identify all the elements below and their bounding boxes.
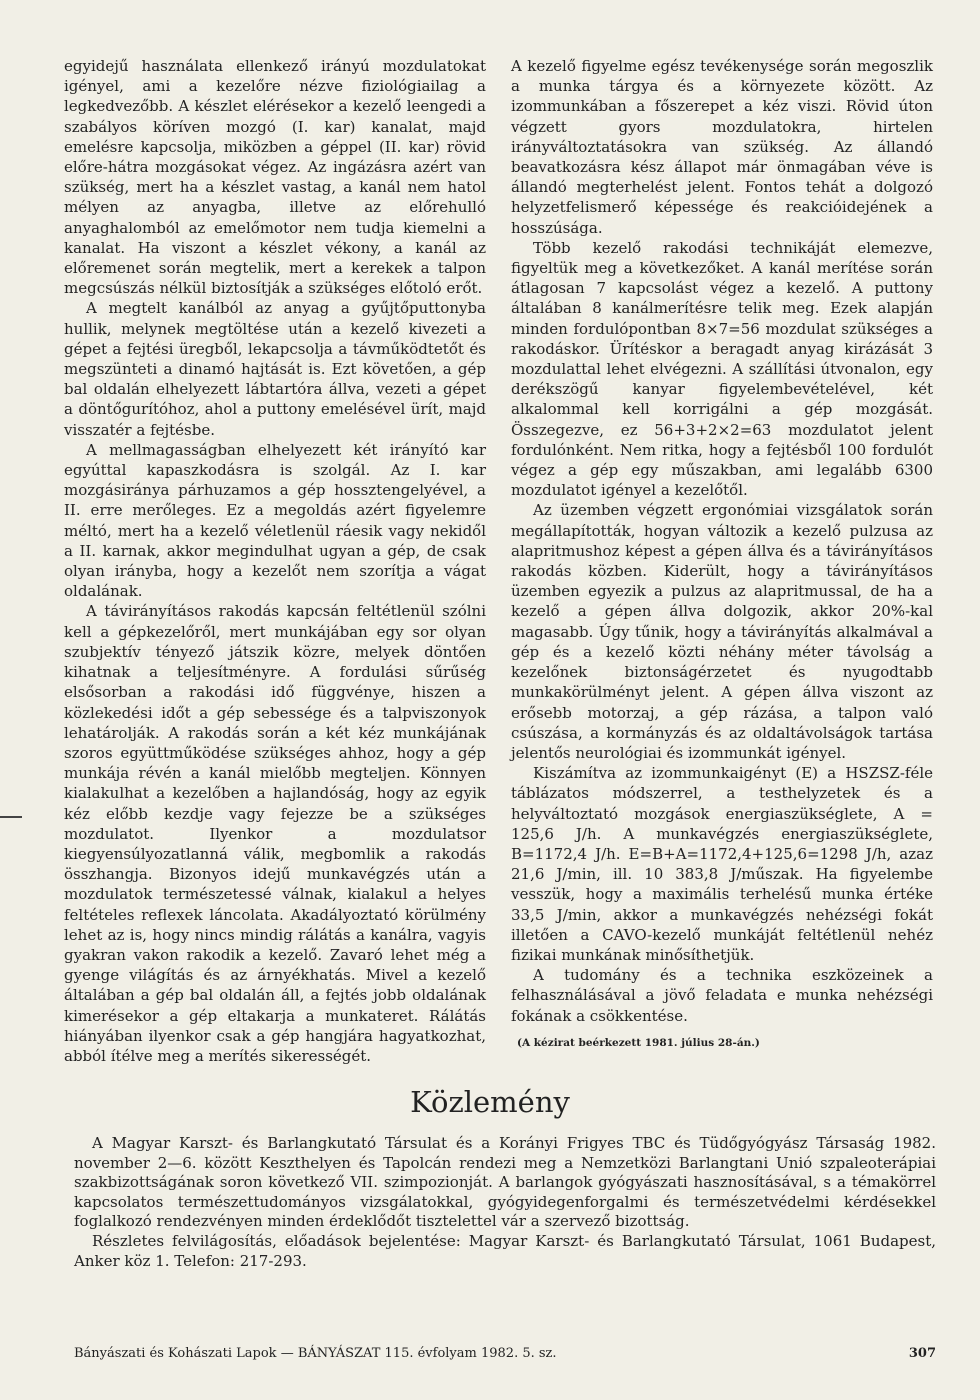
paragraph: A tudomány és a technika eszközeinek a felhasználásával a jövő feladata e munka nehézségi fokának a csökkentése. (511, 966, 933, 1025)
notice-paragraph: A Magyar Karszt- és Barlangkutató Társulat és a Korányi Frigyes TBC és Tüdőgyógyász Társaság 1982. november 2—6. között Keszthelyen és Tapolcán rendezi meg a Nemzetközi Barlangtani Unió szpaleoterápiai szakbizottságának soron következő VII. szimpozionját. A barlangok gyógyászati hasznosításával, s a témakörrel kapcsolatos természettudományos vizsgálatokkal, gyógyidegenforgalmi és természetvédelmi kérdésekkel foglalkozó rendezvényen minden érdeklődőt tisztelettel vár a szervező bizottság. (74, 1134, 936, 1231)
notice-body (74, 1134, 936, 1271)
received-note: (A kézirat beérkezett 1981. július 28-án.) (517, 1036, 760, 1049)
article-left-column (64, 56, 486, 1066)
paragraph: egyidejű használata ellenkező irányú mozdulatokat igényel, ami a kezelőre nézve fiziológiailag a legkedvezőbb. A készlet elérésekor a kezelő leengedi a szabályos köríven mozgó (I. kar) kanalat, majd emelésre kapcsolja, miközben a géppel (II. kar) rövid előre-hátra mozgásokat végez. Az ingázásra azért van szükség, mert ha a készlet vastag, a kanál nem hatol mélyen az anyagba, illetve az előrehulló anyaghalomból az emelőmotor nem tudja kiemelni a kanalat. Ha viszont a készlet vékony, a kanál az előremenet során megtelik, mert a kerekek a talpon megcsúszás nélkül biztosítják a szükséges előtoló erőt. (64, 57, 486, 298)
journal-citation: Bányászati és Kohászati Lapok — BÁNYÁSZAT 115. évfolyam 1982. 5. sz. (74, 1346, 557, 1361)
paragraph: A kezelő figyelme egész tevékenysége során megoszlik a munka tárgya és a környezete között. Az izommunkában a főszerepet a kéz viszi. Rövid úton végzett gyors mozdulatokra, hirtelen irányváltoztatásokra van szükség. Az állandó beavatkozásra kész állapot már önmagában véve is állandó megterhelést jelent. Fontos tehát a dolgozó helyzetfelismerő képessége és reakcióidejének a hosszúsága. (511, 57, 933, 237)
notice-title: Közlemény (410, 1085, 570, 1119)
paragraph: A mellmagasságban elhelyezett két irányító kar egyúttal kapaszkodásra is szolgál. Az I. kar mozgásiránya párhuzamos a gép hossztengelyével, a II. erre merőleges. Ez a megoldás azért figyelemre méltó, mert ha a kezelő véletlenül ráesik vagy nekidől a II. karnak, akkor megindulhat ugyan a gép, de csak olyan irányba, hogy a kezelőt nem szorítja a vágat oldalának. (64, 440, 486, 601)
notice-paragraph: Részletes felvilágosítás, előadások bejelentése: Magyar Karszt- és Barlangkutató Társulat, 1061 Budapest, Anker köz 1. Telefon: 217-293. (74, 1231, 936, 1270)
paragraph: Több kezelő rakodási technikáját elemezve, figyeltük meg a következőket. A kanál merítése során átlagosan 7 kapcsolást végez a kezelő. A puttony általában 8 kanálmerítésre telik meg. Ezek alapján minden fordulópontban 8×7=56 mozdulat szükséges a rakodáskor. Ürítéskor a beragadt anyag kirázását 3 mozdulattal lehet elvégezni. A szállítási útvonalon, egy derékszögű kanyar figyelembevételével, két alkalommal kell korrigálni a gép mozgását. Összegezve, ez 56+3+2×2=63 mozdulatot jelent fordulónként. Nem ritka, hogy a fejtésből 100 fordulót végez a gép egy műszakban, ami legalább 6300 mozdulatot igényel a kezelőtől. (511, 238, 933, 500)
page-number: 307 (908, 1346, 936, 1361)
margin-mark (0, 816, 22, 818)
paragraph: Az üzemben végzett ergonómiai vizsgálatok során megállapították, hogyan változik a kezelő pulzusa az alapritmushoz képest a gépen állva és a távirányításos rakodás közben. Kiderült, hogy a távirányításos üzemben egyezik a pulzus az alapritmussal, de ha a kezelő a gépen állva dolgozik, akkor 20%-kal magasabb. Úgy tűnik, hogy a távirányítás alkalmával a gép és a kezelő közti néhány méter távolság a kezelőnek biztonságérzetet és nyugodtabb munkakörülményt jelent. A gépen állva viszont az erősebb motorzaj, a gép rázása, a talpon való csúszása, a kormányzás és az oldaltávolságok tartása jelentős neurológiai és izommunkát igényel. (511, 501, 933, 762)
paragraph: A távirányításos rakodás kapcsán feltétlenül szólni kell a gépkezelőről, mert munkájában egy sor olyan szubjektív tényező játszik közre, melyek döntően kihatnak a teljesítményre. A fordulási sűrűség elsősorban a rakodási idő függvénye, hiszen a közlekedési időt a gép sebessége és a talpviszonyok lehatárolják. A rakodás során a két kéz munkájának szoros együttműködése szükséges ahhoz, hogy a gép munkája révén a kanál mielőbb megteljen. Könnyen kialakulhat a kezelőben a hajlandóság, hogy az egyik kéz előbb kezdje vagy fejezze be a szükséges mozdulatot. Ilyenkor a mozdulatsor kiegyensúlyozatlanná válik, megbomlik a rakodás összhangja. Bizonyos idejű munkavégzés után a mozdulatok természetessé válnak, kialakul a helyes feltételes reflexek láncolata. Akadályoztató körülmény lehet az is, hogy nincs mindig rálátás a kanálra, vagyis gyakran vakon rakodik a kezelő. Zavaró lehet még a gyenge világítás és az árnyékhatás. Mivel a kezelő általában a gép bal oldalán áll, a fejtés jobb oldalának kimerésekor a gép eltakarja a munkateret. Rálátás hiányában ilyenkor csak a gép hangjára hagyatkozhat, abból ítélve meg a merítés sikerességét. (64, 602, 486, 1065)
article-right-column (511, 56, 933, 1050)
paragraph: A megtelt kanálból az anyag a gyűjtőputtonyba hullik, melynek megtöltése után a kezelő kivezeti a gépet a fejtési üregből, lekapcsolja a távműködtetőt és megszünteti a dinamó hajtását is. Ezt követően, a gép bal oldalán elhelyezett lábtartóra állva, vezeti a gépet a döntőgurítóhoz, ahol a puttony emelésével ürít, majd visszatér a fejtésbe. (64, 299, 486, 439)
paragraph: Kiszámítva az izommunkaigényt (E) a HSZSZ-féle táblázatos módszerrel, a testhelyzetek és a helyváltoztató mozgások energiaszükséglete, A = 125,6 J/h. A munkavégzés energiaszükséglete, B=1172,4 J/h. E=B+A=1172,4+125,6=1298 J/h, azaz 21,6 J/min, ill. 10 383,8 J/műszak. Ha figyelembe vesszük, hogy a maximális terhelésű munka értéke 33,5 J/min, akkor a munkavégzés nehézségi fokát illetően a CAVO-kezelő munkáját feltétlenül nehéz fizikai munkának minősíthetjük. (511, 764, 933, 964)
